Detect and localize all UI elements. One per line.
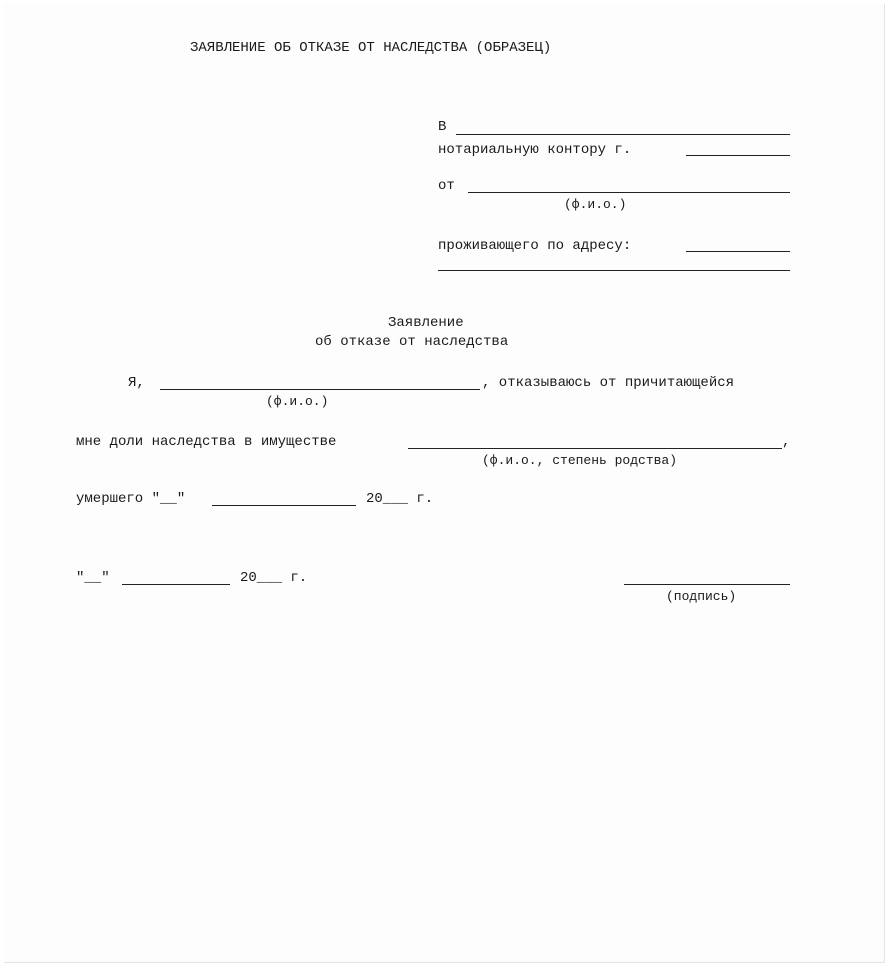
city-blank [686, 155, 790, 156]
footer-date-year: 20___ г. [240, 570, 308, 586]
body-line1-end: , отказываюсь от причитающейся [482, 375, 735, 391]
footer-date-blank [122, 584, 230, 585]
body-line3-start: умершего "__" [76, 491, 186, 507]
body-line1-start: Я, [128, 375, 145, 391]
signature-caption: (подпись) [666, 589, 737, 604]
body-line2-caption: (ф.и.о., степень родства) [482, 453, 678, 468]
from-name-blank [468, 192, 790, 193]
to-recipient-blank [456, 134, 790, 135]
deceased-name-blank [408, 448, 782, 449]
body-line2-end: , [782, 434, 791, 450]
from-caption: (ф.и.о.) [564, 197, 627, 212]
death-date-blank [212, 505, 356, 506]
to-prefix: В [438, 119, 447, 135]
applicant-name-blank [160, 389, 480, 390]
body-line1-caption: (ф.и.о.) [266, 394, 329, 409]
body-line2-start: мне доли наследства в имуществе [76, 434, 337, 450]
footer-date-quote: "__" [76, 570, 110, 586]
address-blank-2 [438, 270, 790, 271]
notary-office-label: нотариальную контору г. [438, 142, 632, 158]
residing-label: проживающего по адресу: [438, 238, 632, 254]
body-line3-year: 20___ г. [366, 491, 434, 507]
address-blank-1 [686, 251, 790, 252]
document-subtitle: об отказе от наследства [315, 334, 509, 350]
document-heading: ЗАЯВЛЕНИЕ ОБ ОТКАЗЕ ОТ НАСЛЕДСТВА (ОБРАЗЕЦ) [190, 40, 552, 56]
from-label: от [438, 178, 455, 194]
signature-blank [624, 584, 790, 585]
document-page [4, 4, 885, 963]
document-title: Заявление [388, 315, 464, 331]
